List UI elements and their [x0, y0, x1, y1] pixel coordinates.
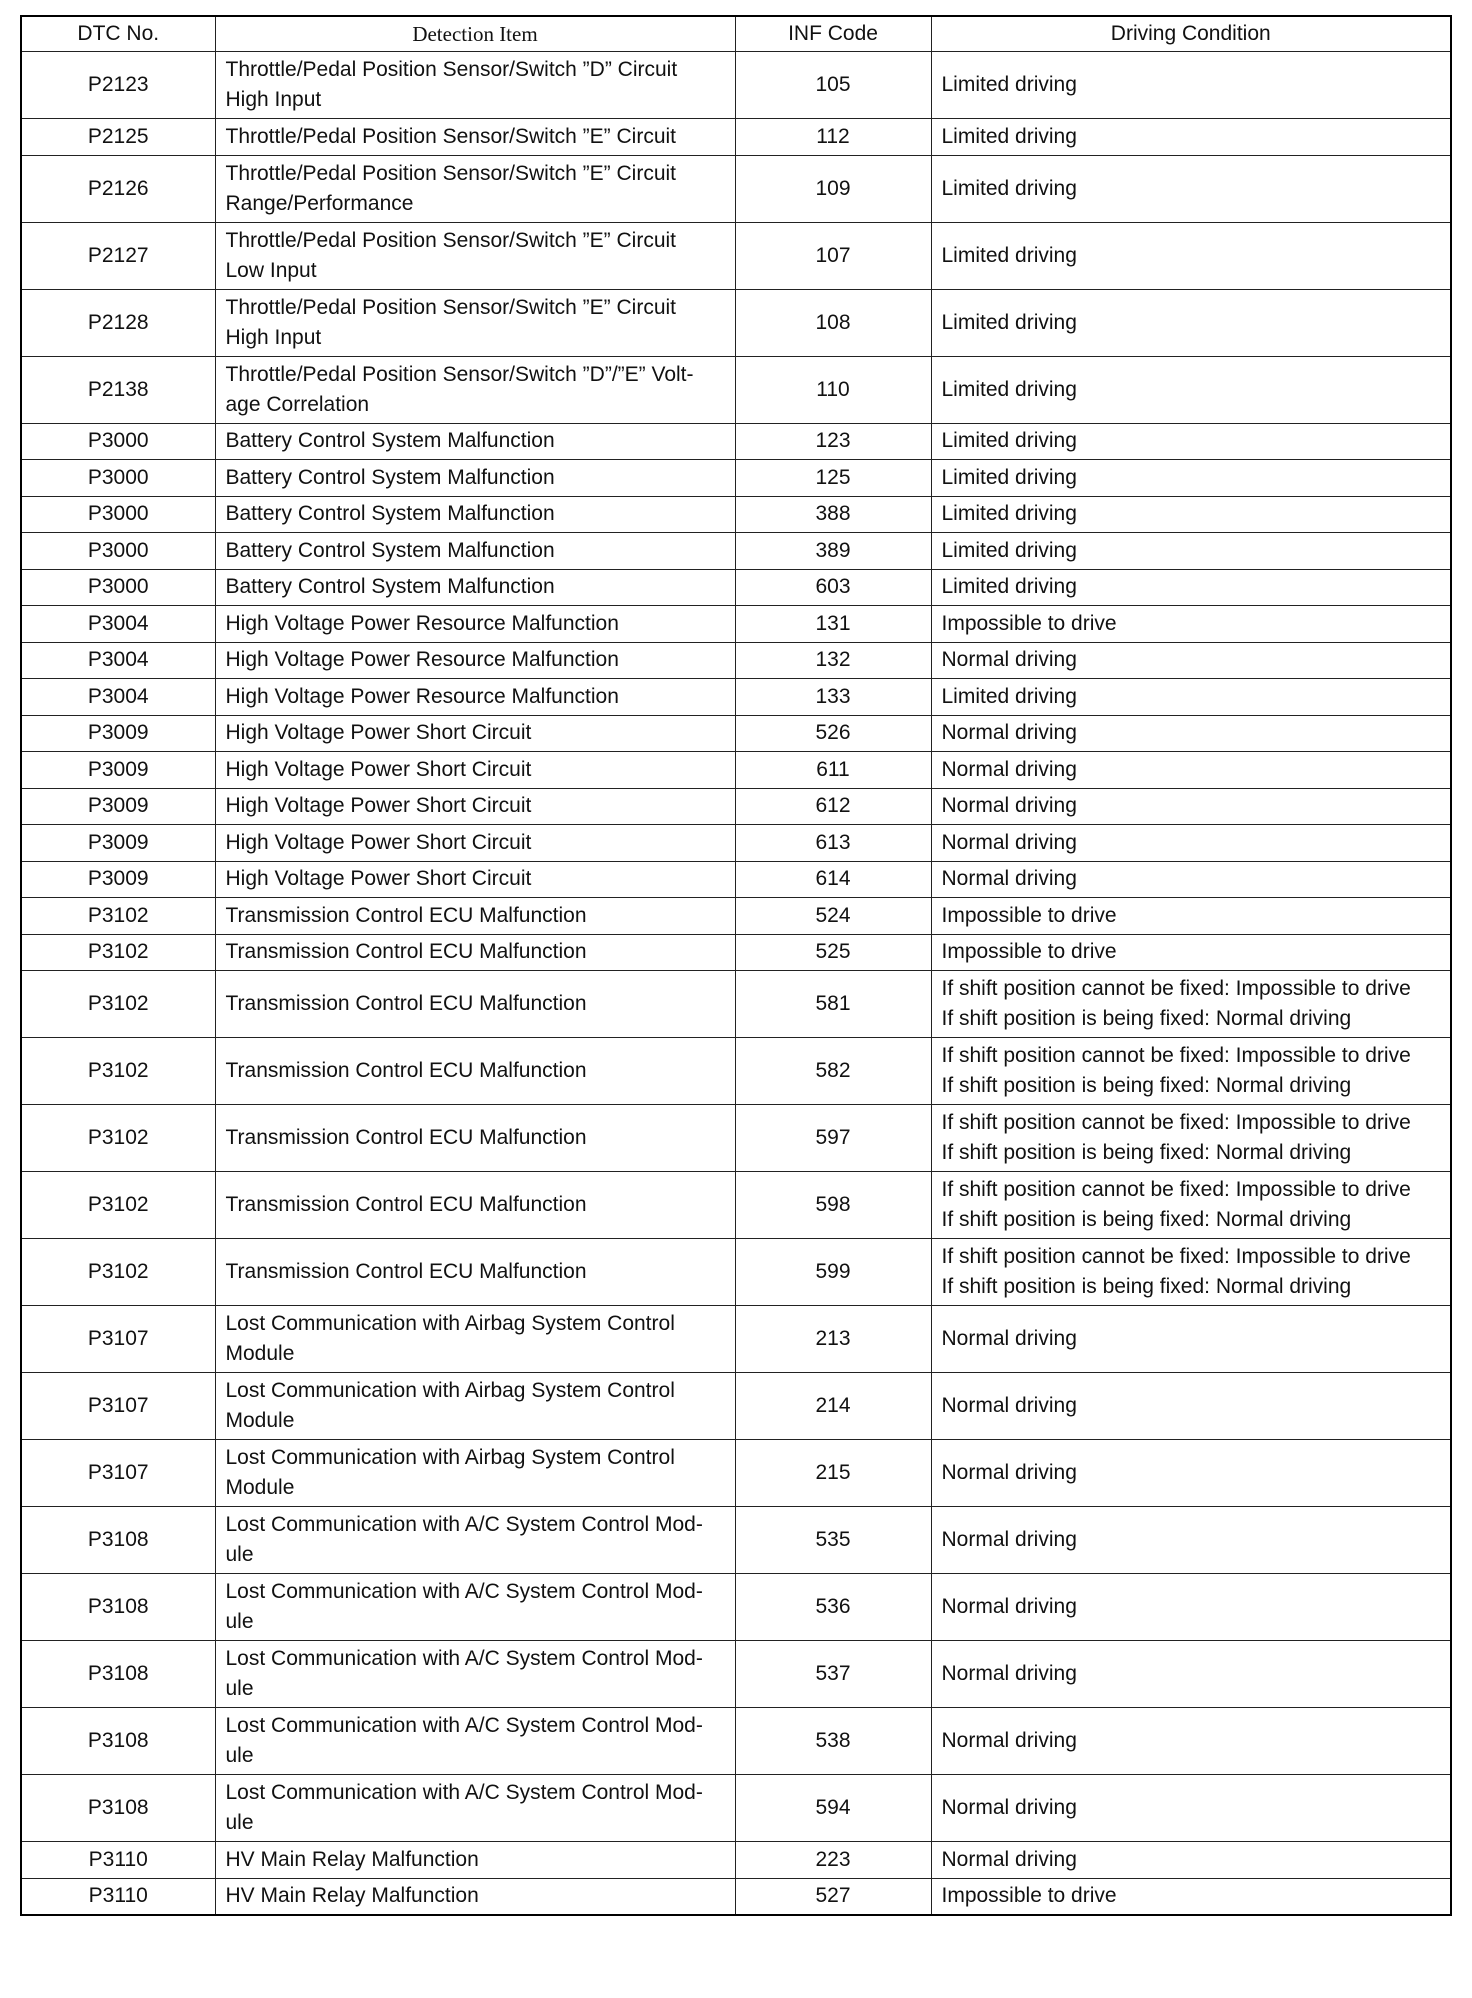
detection-item-cell [215, 679, 735, 716]
detection-item-cell [215, 642, 735, 679]
dtc-cell: P3107 [21, 1373, 215, 1440]
dtc-cell: P3000 [21, 533, 215, 570]
inf-code-cell: 536 [735, 1574, 931, 1641]
inf-code-cell: 594 [735, 1775, 931, 1842]
dtc-cell: P3108 [21, 1775, 215, 1842]
dtc-cell: P3009 [21, 715, 215, 752]
detection-item-line: High Voltage Power Resource Malfunction [225, 684, 619, 708]
driving-condition-line: If shift position is being fixed: Normal driving [941, 1074, 1352, 1097]
dtc-cell: P3102 [21, 1239, 215, 1306]
driving-condition-cell [931, 606, 1451, 643]
driving-condition-line: Impossible to drive [941, 1884, 1117, 1908]
table-row [21, 1373, 1451, 1440]
table-row [21, 1038, 1451, 1105]
inf-code-cell: 132 [735, 642, 931, 679]
driving-condition-line: Normal driving [941, 1461, 1077, 1484]
inf-code-cell: 599 [735, 1239, 931, 1306]
table-row [21, 52, 1451, 119]
detection-item-cell [215, 1878, 735, 1915]
driving-condition-cell [931, 569, 1451, 606]
driving-condition-line: Normal driving [941, 1847, 1077, 1871]
table-row [21, 1306, 1451, 1373]
driving-condition-line: If shift position is being fixed: Normal driving [941, 1007, 1352, 1030]
inf-code-cell: 112 [735, 119, 931, 156]
table-row [21, 752, 1451, 789]
driving-condition-cell [931, 825, 1451, 862]
detection-item-line: High Voltage Power Resource Malfunction [225, 648, 619, 672]
inf-code-cell: 527 [735, 1878, 931, 1915]
detection-item-cell [215, 1105, 735, 1172]
detection-item-line: Low Input [225, 258, 317, 282]
inf-code-cell: 131 [735, 606, 931, 643]
dtc-cell: P3102 [21, 971, 215, 1038]
detection-item-line: Throttle/Pedal Position Sensor/Switch ”E” Circuit [225, 295, 677, 319]
inf-code-cell: 215 [735, 1440, 931, 1507]
table-row [21, 1440, 1451, 1507]
dtc-cell: P3110 [21, 1878, 215, 1915]
detection-item-line: Throttle/Pedal Position Sensor/Switch ”D” Circuit [225, 58, 678, 81]
inf-code-cell: 123 [735, 423, 931, 460]
table-body [21, 52, 1451, 1916]
detection-item-cell [215, 533, 735, 570]
inf-code-cell: 107 [735, 222, 931, 289]
detection-item-line: Throttle/Pedal Position Sensor/Switch ”E” Circuit [225, 161, 677, 185]
dtc-cell: P3004 [21, 679, 215, 716]
detection-item-line: High Voltage Power Resource Malfunction [225, 611, 619, 635]
header-detection-item: Detection Item [215, 16, 735, 52]
dtc-cell: P3004 [21, 642, 215, 679]
detection-item-cell [215, 1239, 735, 1306]
dtc-cell: P3000 [21, 496, 215, 533]
detection-item-line: Transmission Control ECU Malfunction [225, 1260, 587, 1283]
driving-condition-line: Limited driving [941, 176, 1077, 200]
driving-condition-line: Normal driving [941, 1528, 1077, 1551]
inf-code-cell: 538 [735, 1708, 931, 1775]
table-row [21, 934, 1451, 971]
driving-condition-line: Normal driving [941, 867, 1077, 891]
detection-item-line: Battery Control System Malfunction [225, 575, 555, 599]
driving-condition-cell [931, 496, 1451, 533]
inf-code-cell: 598 [735, 1172, 931, 1239]
inf-code-cell: 110 [735, 356, 931, 423]
dtc-cell: P3000 [21, 460, 215, 497]
driving-condition-cell [931, 222, 1451, 289]
header-row [21, 16, 1451, 52]
dtc-cell: P3102 [21, 898, 215, 935]
driving-condition-cell [931, 788, 1451, 825]
driving-condition-line: Normal driving [941, 1327, 1077, 1350]
driving-condition-cell [931, 1878, 1451, 1915]
header-dtc: DTC No. [21, 16, 215, 52]
detection-item-cell [215, 934, 735, 971]
detection-item-cell [215, 1641, 735, 1708]
detection-item-line: Battery Control System Malfunction [225, 502, 555, 526]
detection-item-line: Range/Performance [225, 191, 414, 215]
detection-item-line: ule [225, 1744, 254, 1767]
driving-condition-line: If shift position cannot be fixed: Impossible to drive [941, 1111, 1411, 1134]
dtc-cell: P2127 [21, 222, 215, 289]
table-row [21, 606, 1451, 643]
inf-code-cell: 388 [735, 496, 931, 533]
table-row [21, 1239, 1451, 1306]
dtc-cell: P3110 [21, 1842, 215, 1879]
driving-condition-cell [931, 119, 1451, 156]
detection-item-cell [215, 1842, 735, 1879]
table-row [21, 1775, 1451, 1842]
table-row [21, 356, 1451, 423]
detection-item-cell [215, 825, 735, 862]
dtc-cell: P2128 [21, 289, 215, 356]
driving-condition-line: Limited driving [941, 310, 1077, 334]
detection-item-line: HV Main Relay Malfunction [225, 1884, 479, 1908]
inf-code-cell: 108 [735, 289, 931, 356]
driving-condition-line: If shift position cannot be fixed: Impossible to drive [941, 1178, 1411, 1201]
driving-condition-line: Limited driving [941, 377, 1077, 401]
dtc-cell: P2126 [21, 155, 215, 222]
detection-item-line: ule [225, 1677, 254, 1700]
dtc-cell: P3009 [21, 861, 215, 898]
detection-item-line: Battery Control System Malfunction [225, 465, 555, 489]
detection-item-line: Throttle/Pedal Position Sensor/Switch ”E” Circuit [225, 124, 677, 148]
dtc-cell: P3108 [21, 1708, 215, 1775]
table-row [21, 533, 1451, 570]
detection-item-cell [215, 971, 735, 1038]
driving-condition-line: Impossible to drive [941, 940, 1117, 964]
driving-condition-cell [931, 52, 1451, 119]
driving-condition-cell [931, 1842, 1451, 1879]
inf-code-cell: 213 [735, 1306, 931, 1373]
detection-item-cell [215, 861, 735, 898]
detection-item-cell [215, 1306, 735, 1373]
detection-item-line: Transmission Control ECU Malfunction [225, 1193, 587, 1216]
driving-condition-line: Limited driving [941, 465, 1077, 489]
detection-item-line: Transmission Control ECU Malfunction [225, 1059, 587, 1082]
detection-item-cell [215, 1708, 735, 1775]
driving-condition-cell [931, 356, 1451, 423]
driving-condition-line: Normal driving [941, 830, 1077, 854]
detection-item-line: Lost Communication with A/C System Control Mod- [225, 1513, 703, 1536]
driving-condition-cell [931, 1105, 1451, 1172]
dtc-cell: P3108 [21, 1507, 215, 1574]
inf-code-cell: 603 [735, 569, 931, 606]
detection-item-cell [215, 289, 735, 356]
driving-condition-line: Normal driving [941, 1729, 1077, 1752]
driving-condition-cell [931, 971, 1451, 1038]
table-row [21, 1507, 1451, 1574]
driving-condition-line: If shift position is being fixed: Normal driving [941, 1141, 1352, 1164]
dtc-cell: P3009 [21, 825, 215, 862]
table-row [21, 1878, 1451, 1915]
table-row [21, 715, 1451, 752]
driving-condition-cell [931, 1306, 1451, 1373]
dtc-cell: P3102 [21, 934, 215, 971]
inf-code-cell: 597 [735, 1105, 931, 1172]
detection-item-line: High Input [225, 325, 322, 349]
detection-item-line: Lost Communication with Airbag System Control [225, 1312, 675, 1335]
dtc-cell: P3009 [21, 752, 215, 789]
detection-item-line: High Voltage Power Short Circuit [225, 794, 532, 818]
header-driving-condition: Driving Condition [931, 16, 1451, 52]
inf-code-cell: 525 [735, 934, 931, 971]
driving-condition-cell [931, 642, 1451, 679]
detection-item-line: Module [225, 1409, 295, 1432]
detection-item-cell [215, 752, 735, 789]
detection-item-cell [215, 155, 735, 222]
detection-item-line: Lost Communication with A/C System Control Mod- [225, 1714, 703, 1737]
driving-condition-cell [931, 1507, 1451, 1574]
detection-item-cell [215, 1574, 735, 1641]
dtc-cell: P3102 [21, 1105, 215, 1172]
detection-item-cell [215, 1507, 735, 1574]
table-row [21, 1105, 1451, 1172]
table-row [21, 1574, 1451, 1641]
driving-condition-line: Impossible to drive [941, 611, 1117, 635]
inf-code-cell: 581 [735, 971, 931, 1038]
inf-code-cell: 524 [735, 898, 931, 935]
dtc-cell: P3102 [21, 1172, 215, 1239]
detection-item-cell [215, 1440, 735, 1507]
detection-item-cell [215, 788, 735, 825]
table-row [21, 1708, 1451, 1775]
detection-item-cell [215, 460, 735, 497]
table-row [21, 289, 1451, 356]
driving-condition-line: If shift position is being fixed: Normal driving [941, 1275, 1352, 1298]
driving-condition-cell [931, 1373, 1451, 1440]
driving-condition-cell [931, 1172, 1451, 1239]
table-row [21, 155, 1451, 222]
driving-condition-line: Limited driving [941, 124, 1077, 148]
detection-item-line: Lost Communication with A/C System Control Mod- [225, 1580, 703, 1603]
driving-condition-cell [931, 1239, 1451, 1306]
driving-condition-cell [931, 460, 1451, 497]
table-row [21, 861, 1451, 898]
dtc-cell: P3000 [21, 569, 215, 606]
detection-item-line: Battery Control System Malfunction [225, 429, 555, 453]
detection-item-line: Battery Control System Malfunction [225, 538, 555, 562]
driving-condition-cell [931, 679, 1451, 716]
driving-condition-line: Impossible to drive [941, 903, 1117, 927]
detection-item-line: Transmission Control ECU Malfunction [225, 903, 587, 927]
detection-item-line: ule [225, 1811, 254, 1834]
driving-condition-cell [931, 423, 1451, 460]
detection-item-line: High Voltage Power Short Circuit [225, 721, 532, 745]
dtc-cell: P3107 [21, 1440, 215, 1507]
detection-item-line: Transmission Control ECU Malfunction [225, 1126, 587, 1149]
driving-condition-line: Normal driving [941, 757, 1077, 781]
inf-code-cell: 537 [735, 1641, 931, 1708]
driving-condition-cell [931, 289, 1451, 356]
dtc-cell: P2125 [21, 119, 215, 156]
detection-item-line: High Voltage Power Short Circuit [225, 757, 532, 781]
driving-condition-cell [931, 1440, 1451, 1507]
inf-code-cell: 614 [735, 861, 931, 898]
detection-item-line: High Voltage Power Short Circuit [225, 867, 532, 891]
dtc-cell: P3004 [21, 606, 215, 643]
detection-item-line: High Input [225, 88, 322, 111]
inf-code-cell: 223 [735, 1842, 931, 1879]
driving-condition-line: Limited driving [941, 575, 1077, 599]
detection-item-cell [215, 898, 735, 935]
table-row [21, 825, 1451, 862]
inf-code-cell: 125 [735, 460, 931, 497]
dtc-cell: P3108 [21, 1641, 215, 1708]
detection-item-cell [215, 496, 735, 533]
dtc-cell: P3000 [21, 423, 215, 460]
table-row [21, 460, 1451, 497]
driving-condition-cell [931, 1641, 1451, 1708]
table-row [21, 642, 1451, 679]
dtc-cell: P2138 [21, 356, 215, 423]
table-row [21, 1641, 1451, 1708]
table-row [21, 1842, 1451, 1879]
table-row [21, 222, 1451, 289]
driving-condition-cell [931, 1775, 1451, 1842]
detection-item-cell [215, 423, 735, 460]
detection-item-line: ule [225, 1610, 254, 1633]
driving-condition-cell [931, 1574, 1451, 1641]
detection-item-line: High Voltage Power Short Circuit [225, 830, 532, 854]
driving-condition-cell [931, 1708, 1451, 1775]
detection-item-line: Lost Communication with Airbag System Control [225, 1379, 675, 1402]
driving-condition-line: Limited driving [941, 73, 1077, 96]
table-row [21, 569, 1451, 606]
driving-condition-line: Normal driving [941, 648, 1077, 672]
inf-code-cell: 535 [735, 1507, 931, 1574]
table-row [21, 119, 1451, 156]
driving-condition-line: Limited driving [941, 502, 1077, 526]
detection-item-line: Transmission Control ECU Malfunction [225, 992, 587, 1015]
table-row [21, 496, 1451, 533]
dtc-table [20, 15, 1452, 1916]
detection-item-cell [215, 569, 735, 606]
driving-condition-line: Normal driving [941, 1796, 1077, 1819]
driving-condition-line: If shift position cannot be fixed: Impossible to drive [941, 1044, 1411, 1067]
detection-item-line: Lost Communication with A/C System Control Mod- [225, 1781, 703, 1804]
dtc-cell: P3108 [21, 1574, 215, 1641]
dtc-cell: P3009 [21, 788, 215, 825]
detection-item-cell [215, 222, 735, 289]
inf-code-cell: 105 [735, 52, 931, 119]
detection-item-cell [215, 606, 735, 643]
driving-condition-line: If shift position is being fixed: Normal driving [941, 1208, 1352, 1231]
detection-item-line: Transmission Control ECU Malfunction [225, 940, 587, 964]
driving-condition-line: Limited driving [941, 429, 1077, 453]
dtc-cell: P2123 [21, 52, 215, 119]
driving-condition-line: Normal driving [941, 1394, 1077, 1417]
dtc-cell: P3107 [21, 1306, 215, 1373]
driving-condition-line: Limited driving [941, 243, 1077, 267]
driving-condition-cell [931, 861, 1451, 898]
detection-item-line: Throttle/Pedal Position Sensor/Switch ”D”/”E” Volt- [225, 362, 694, 386]
driving-condition-cell [931, 715, 1451, 752]
detection-item-cell [215, 52, 735, 119]
driving-condition-cell [931, 1038, 1451, 1105]
detection-item-line: Throttle/Pedal Position Sensor/Switch ”E” Circuit [225, 228, 677, 252]
detection-item-cell [215, 1172, 735, 1239]
table-row [21, 788, 1451, 825]
driving-condition-cell [931, 155, 1451, 222]
detection-item-cell [215, 1373, 735, 1440]
table-row [21, 1172, 1451, 1239]
detection-item-line: Lost Communication with Airbag System Control [225, 1446, 675, 1469]
detection-item-cell [215, 356, 735, 423]
detection-item-line: HV Main Relay Malfunction [225, 1847, 479, 1871]
driving-condition-line: Normal driving [941, 1662, 1077, 1685]
detection-item-line: ule [225, 1543, 254, 1566]
inf-code-cell: 389 [735, 533, 931, 570]
driving-condition-line: Limited driving [941, 684, 1077, 708]
driving-condition-line: Normal driving [941, 1595, 1077, 1618]
inf-code-cell: 611 [735, 752, 931, 789]
inf-code-cell: 582 [735, 1038, 931, 1105]
table-row [21, 679, 1451, 716]
detection-item-cell [215, 1038, 735, 1105]
detection-item-cell [215, 119, 735, 156]
driving-condition-cell [931, 752, 1451, 789]
detection-item-line: Module [225, 1476, 295, 1499]
driving-condition-line: If shift position cannot be fixed: Impossible to drive [941, 1245, 1411, 1268]
driving-condition-cell [931, 898, 1451, 935]
detection-item-line: Module [225, 1342, 295, 1365]
table-row [21, 423, 1451, 460]
driving-condition-cell [931, 533, 1451, 570]
inf-code-cell: 214 [735, 1373, 931, 1440]
inf-code-cell: 109 [735, 155, 931, 222]
inf-code-cell: 526 [735, 715, 931, 752]
inf-code-cell: 613 [735, 825, 931, 862]
driving-condition-cell [931, 934, 1451, 971]
header-inf-code: INF Code [735, 16, 931, 52]
driving-condition-line: If shift position cannot be fixed: Impossible to drive [941, 977, 1411, 1000]
detection-item-cell [215, 715, 735, 752]
table-row [21, 898, 1451, 935]
table-row [21, 971, 1451, 1038]
driving-condition-line: Normal driving [941, 794, 1077, 818]
driving-condition-line: Limited driving [941, 538, 1077, 562]
driving-condition-line: Normal driving [941, 721, 1077, 745]
detection-item-line: Lost Communication with A/C System Control Mod- [225, 1647, 703, 1670]
detection-item-line: age Correlation [225, 392, 370, 416]
inf-code-cell: 133 [735, 679, 931, 716]
inf-code-cell: 612 [735, 788, 931, 825]
dtc-cell: P3102 [21, 1038, 215, 1105]
detection-item-cell [215, 1775, 735, 1842]
